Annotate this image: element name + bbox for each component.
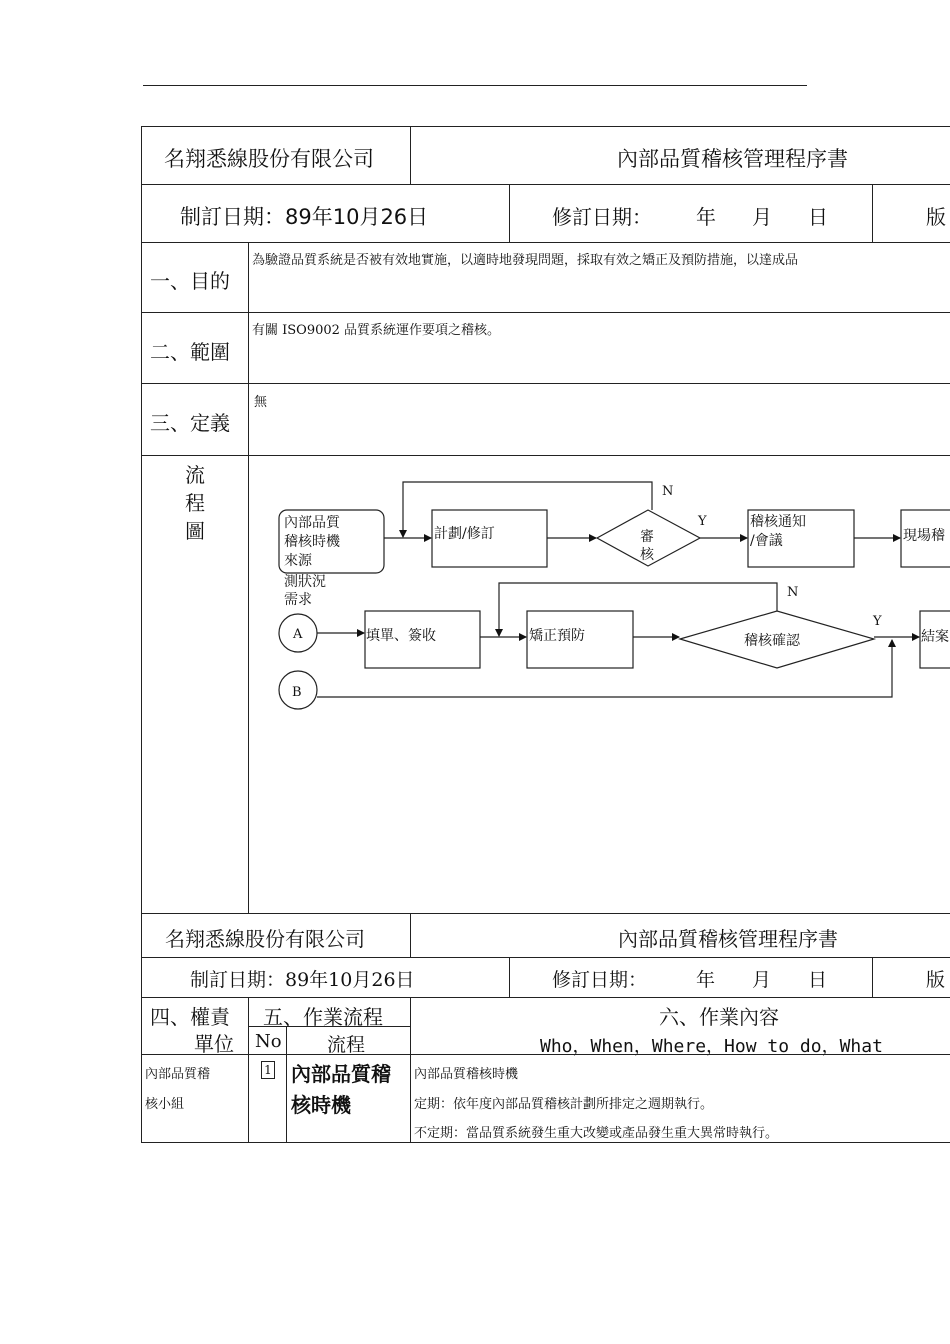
version-label: 版 — [926, 969, 946, 991]
flowchart-label-1: 流 — [185, 463, 205, 487]
node-notify-line-2: /會議 — [750, 533, 783, 549]
row-unit-2: 核小組 — [145, 1097, 185, 1112]
flowchart-label-2: 程 — [185, 491, 205, 515]
section-text: 有關 ISO9002 品質系統運作要項之稽核。 — [252, 323, 501, 338]
node-notify-line-1: 稽核通知 — [750, 514, 806, 530]
col-unit-header-1: 四、權責 — [150, 1005, 230, 1029]
node-review-line-1: 審 — [640, 529, 654, 545]
node-source-line-2: 稽核時機 — [284, 534, 340, 550]
section-label: 二、範圍 — [150, 340, 230, 364]
row-content-1: 內部品質稽核時機 — [414, 1067, 519, 1082]
edge-label-y1: Y — [698, 514, 707, 529]
node-close-label: 結案 — [921, 629, 949, 645]
col-content-subheader: Who，When，Where，How to do，What — [540, 1036, 883, 1057]
row-content-2: 定期：依年度內部品質稽核計劃所排定之週期執行。 — [414, 1097, 714, 1112]
node-extra-line-2: 需求 — [284, 592, 312, 608]
node-plan-label: 計劃/修訂 — [434, 526, 495, 542]
node-a-label: A — [293, 627, 303, 642]
flowchart-label-3: 圖 — [185, 519, 205, 543]
company-name: 名翔悉線股份有限公司 — [165, 927, 365, 951]
edge-label-n1: N — [662, 484, 674, 499]
row-unit-1: 內部品質稽 — [145, 1067, 211, 1082]
row-flow-1: 內部品質稽 — [291, 1062, 391, 1086]
row-no: 1 — [261, 1061, 275, 1079]
revised-date-label: 修訂日期： — [552, 969, 648, 991]
node-fill-label: 填單、簽收 — [366, 628, 436, 644]
node-correct-label: 矯正預防 — [529, 628, 585, 644]
node-review-line-2: 核 — [640, 547, 654, 563]
node-onsite-label: 現場稽 — [903, 528, 945, 544]
revised-day: 日 — [808, 205, 828, 229]
doc-title: 內部品質稽核管理程序書 — [618, 927, 838, 951]
node-b-label: B — [292, 685, 302, 700]
col-flow-header: 五、作業流程 — [263, 1005, 383, 1029]
node-extra-line-1: 測狀況 — [284, 574, 326, 590]
col-unit-header-2: 單位 — [194, 1032, 234, 1056]
edge-label-n2: N — [787, 585, 799, 600]
revised-year: 年 — [696, 205, 716, 229]
section-text: 為驗證品質系統是否被有效地實施，以適時地發現問題，採取有效之矯正及預防措施，以達成品 — [252, 253, 799, 268]
section-label: 一、目的 — [150, 269, 230, 293]
row-flow-2: 核時機 — [291, 1093, 351, 1117]
col-content-header: 六、作業內容 — [659, 1005, 779, 1029]
node-source-line-3: 來源 — [284, 553, 312, 569]
version-label: 版 — [926, 205, 946, 229]
revised-year: 年 — [696, 969, 716, 991]
created-date: 制訂日期：89年10月26日 — [190, 969, 415, 991]
node-confirm-label: 稽核確認 — [744, 633, 800, 649]
section-text: 無 — [254, 395, 268, 410]
row-content-3: 不定期：當品質系統發生重大改變或產品發生重大異常時執行。 — [414, 1126, 779, 1141]
revised-date-label: 修訂日期： — [552, 205, 652, 229]
node-source-line-1: 內部品質 — [284, 515, 340, 531]
company-name: 名翔悉線股份有限公司 — [164, 147, 374, 171]
revised-day: 日 — [808, 969, 828, 991]
revised-month: 月 — [752, 205, 772, 229]
col-no-header: No — [255, 1031, 282, 1052]
created-date: 制訂日期：89年10月26日 — [180, 205, 429, 229]
section-label: 三、定義 — [150, 411, 230, 435]
col-process-header: 流程 — [327, 1034, 366, 1056]
revised-month: 月 — [752, 969, 772, 991]
doc-title: 內部品質稽核管理程序書 — [617, 147, 848, 171]
edge-label-y2: Y — [873, 614, 882, 629]
